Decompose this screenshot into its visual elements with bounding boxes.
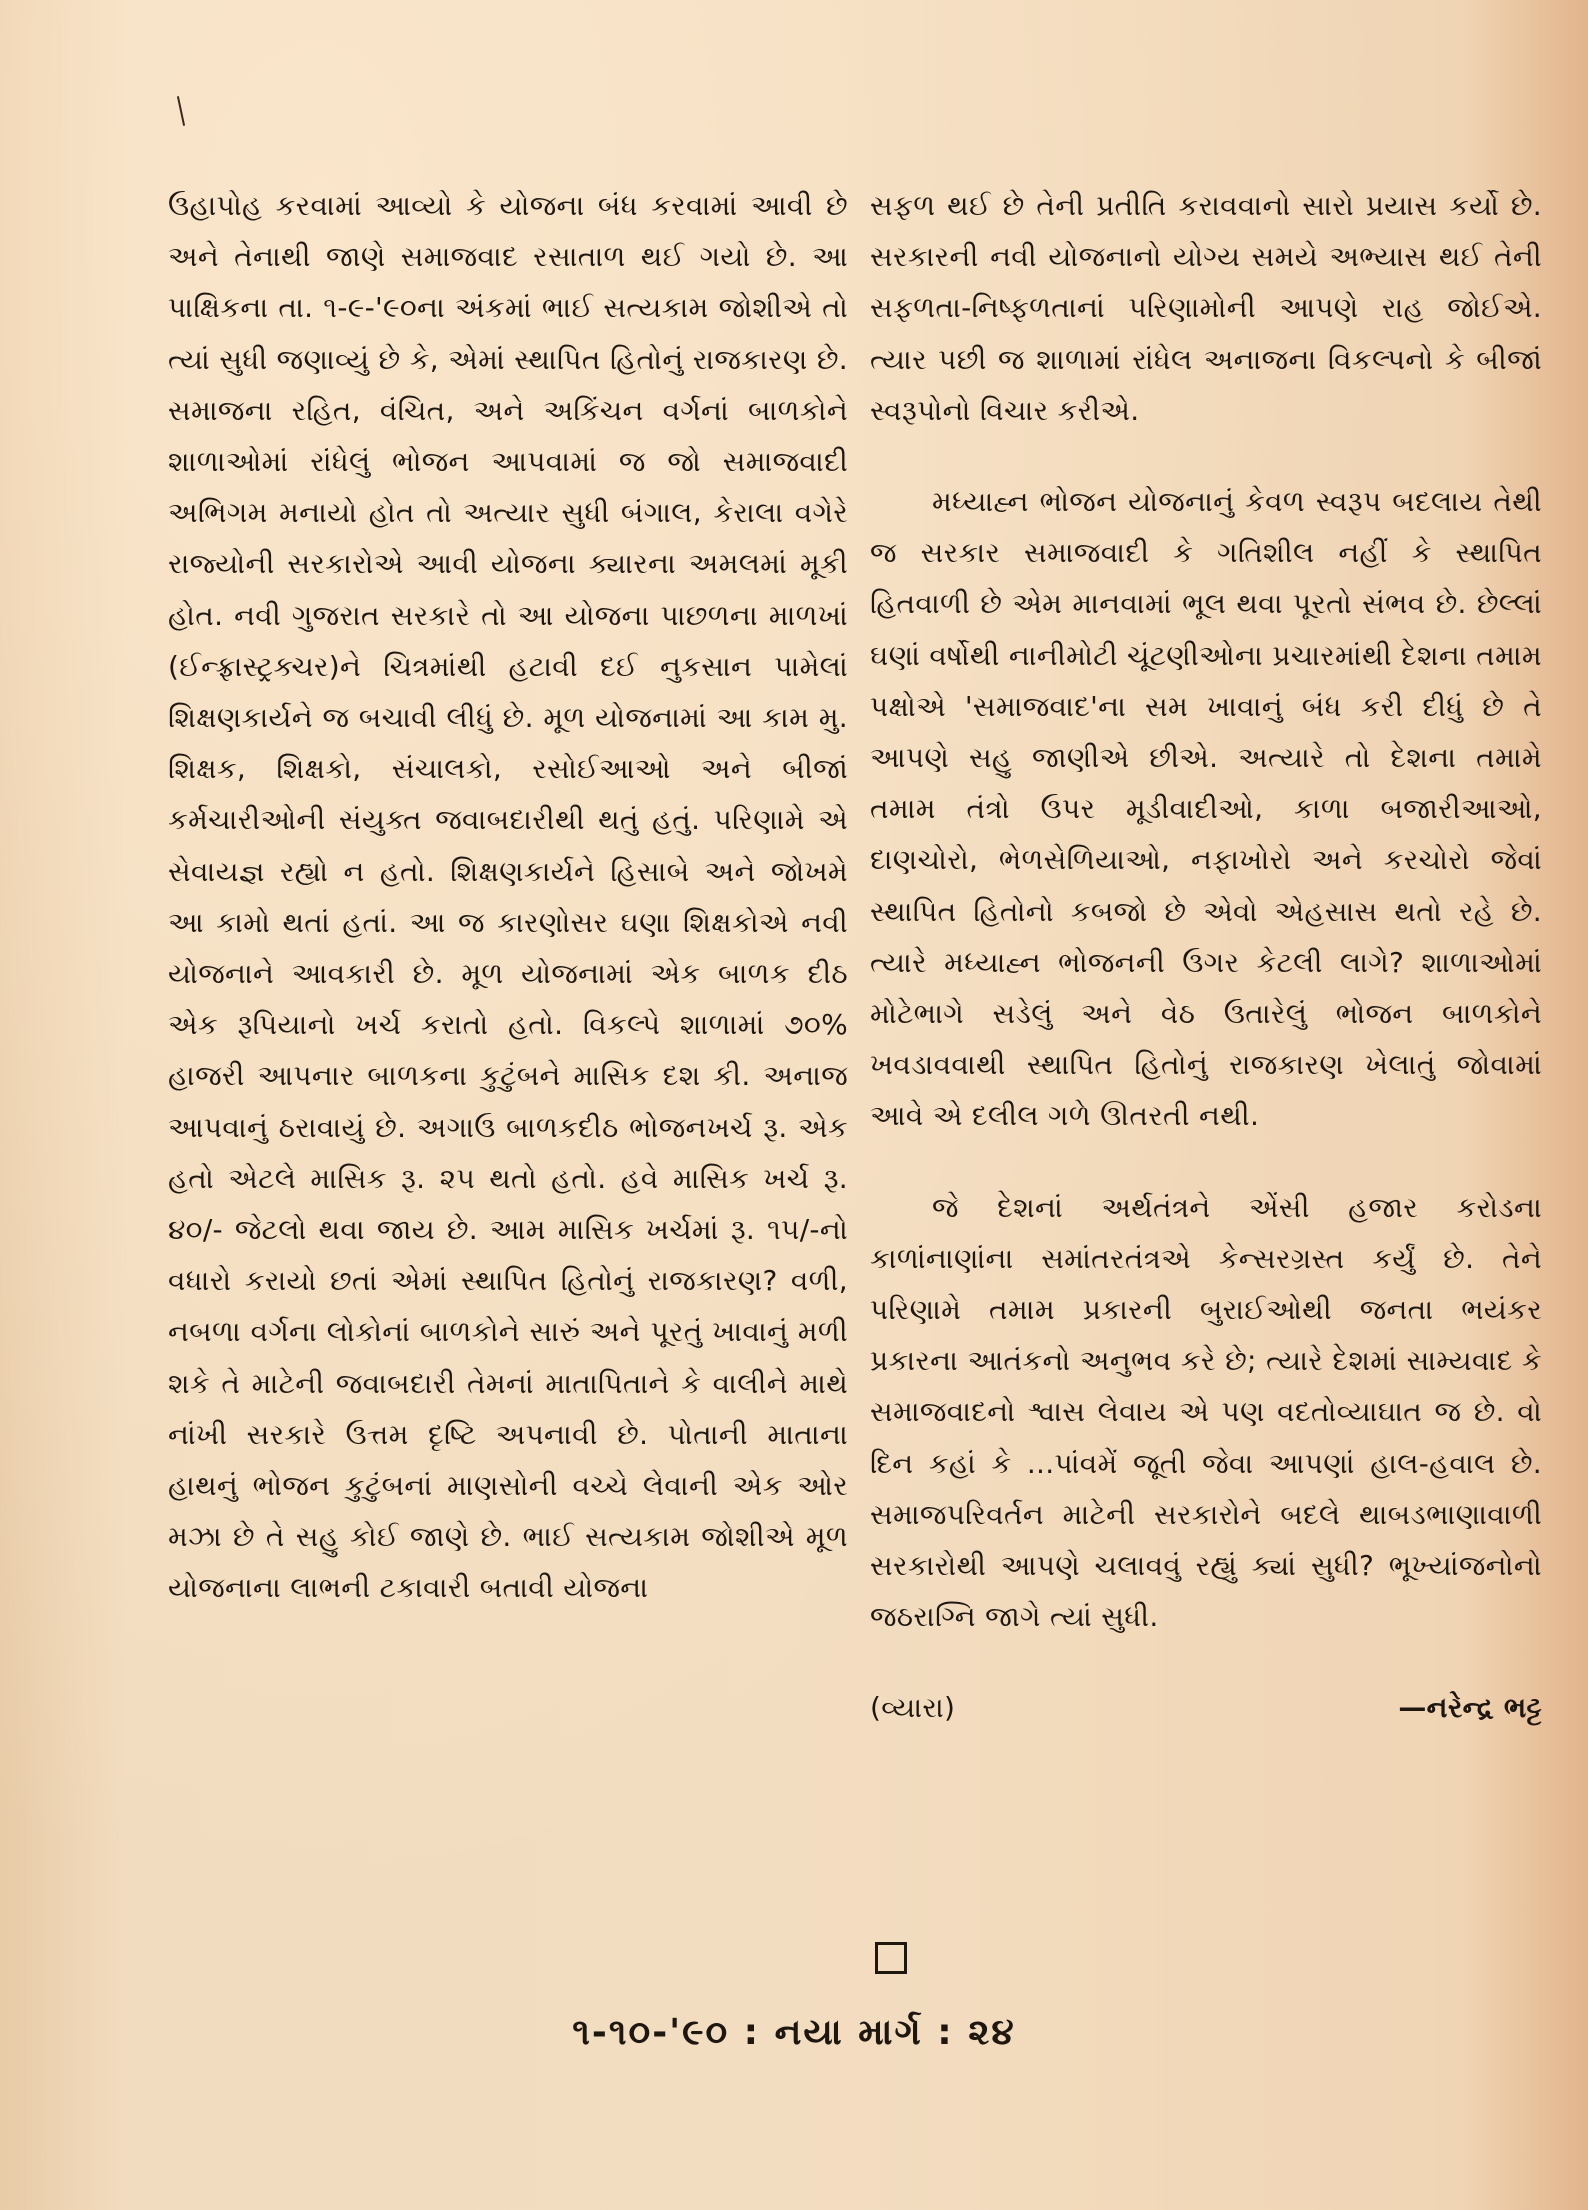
article-signoff: [870, 1682, 1542, 1733]
left-column-text: ઉહાપોહ કરવામાં આવ્યો કે યોજના બંધ કરવામાં આવી છે અને તેનાથી જાણે સમાજવાદ રસાતાળ થઈ ગયો છે. આ પાક્ષિકના તા. ૧-૯-'૯૦ના અંકમાં ભાઈ સત્યકામ જોશીએ તો ત્યાં સુધી જણાવ્યું છે કે, એમાં સ્થાપિત હિતોનું રાજકારણ છે. સમાજના રહિત, વંચિત, અને અકિંચન વર્ગનાં બાળકોને શાળાઓમાં રાંધેલું ભોજન આપવામાં જ જો સમાજવાદી અભિગમ મનાયો હોત તો અત્યાર સુધી બંગાલ, કેરાલા વગેરે રાજ્યોની સરકારોએ આવી યોજના ક્યારના અમલમાં મૂકી હોત. નવી ગુજરાત સરકારે તો આ યોજના પાછળના માળખાં (ઈન્ફ્રાસ્ટ્રક્ચર)ને ચિત્રમાંથી હટાવી દઈ નુકસાન પામેલાં શિક્ષણકાર્યને જ બચાવી લીધું છે. મૂળ યોજનામાં આ કામ મુ. શિક્ષક, શિક્ષકો, સંચાલકો, રસોઈઆઓ અને બીજાં કર્મચારીઓની સંયુક્ત જવાબદારીથી થતું હતું. પરિણામે એ સેવાયજ્ઞ રહ્યો ન હતો. શિક્ષણકાર્યને હિસાબે અને જોખમે આ કામો થતાં હતાં. આ જ કારણોસર ઘણા શિક્ષકોએ નવી યોજનાને આવકારી છે. મૂળ યોજનામાં એક બાળક દીઠ એક રૂપિયાનો ખર્ચ કરાતો હતો. વિકલ્પે શાળામાં ૭૦% હાજરી આપનાર બાળકના કુટુંબને માસિક દશ કી. અનાજ આપવાનું ઠરાવાયું છે. અગાઉ બાળકદીઠ ભોજનખર્ચ રૂ. એક હતો એટલે માસિક રૂ. ૨૫ થતો હતો. હવે માસિક ખર્ચ રૂ. ૪૦/- જેટલો થવા જાય છે. આમ માસિક ખર્ચમાં રૂ. ૧૫/-નો વધારો કરાયો છતાં એમાં સ્થાપિત હિતોનું રાજકારણ? વળી, નબળા વર્ગના લોકોનાં બાળકોને સારું અને પૂરતું ખાવાનું મળી શકે તે માટેની જવાબદારી તેમનાં માતાપિતાને કે વાલીને માથે નાંખી સરકારે ઉત્તમ દૃષ્ટિ અપનાવી છે. પોતાની માતાના હાથનું ભોજન કુટુંબનાં માણસોની વચ્ચે લેવાની એક ઓર મઝા છે તે સહુ કોઈ જાણે છે. ભાઈ સત્યકામ જોશીએ મૂળ યોજનાના લાભની ટકાવારી બતાવી યોજના: [168, 189, 848, 1605]
article-author: —નરેન્દ્ર ભટ્ટ: [1398, 1691, 1542, 1725]
right-paragraph-3: જે દેશનાં અર્થતંત્રને એંસી હજાર કરોડના કાળાંનાણાંના સમાંતરતંત્રએ કેન્સરગ્રસ્ત કર્યું છે. તેને પરિણામે તમામ પ્રકારની બુરાઈઓથી જનતા ભયંકર પ્રકારના આતંકનો અનુભવ કરે છે; ત્યારે દેશમાં સામ્યવાદ કે સમાજવાદનો શ્વાસ લેવાય એ પણ વદતોવ્યાઘાત જ છે. વો દિન કહાં કે ...પાંવમેં જૂતી જેવા આપણાં હાલ-હવાલ છે. સમાજપરિવર્તન માટેની સરકારોને બદલે થાબડભાણાવાળી સરકારોથી આપણે ચલાવવું રહ્યું ક્યાં સુધી? ભૂખ્યાંજનોનો જઠરાગ્નિ જાગે ત્યાં સુધી.: [870, 1190, 1542, 1634]
article-left-column: [168, 180, 848, 1614]
pen-scratch-mark: [177, 96, 185, 126]
right-paragraph-2: મધ્યાહ્ન ભોજન યોજનાનું કેવળ સ્વરૂપ બદલાય તેથી જ સરકાર સમાજવાદી કે ગતિશીલ નહીં કે સ્થાપિત હિતવાળી છે એમ માનવામાં ભૂલ થવા પૂરતો સંભવ છે. છેલ્લાં ઘણાં વર્ષોથી નાનીમોટી ચૂંટણીઓના પ્રચારમાંથી દેશના તમામ પક્ષોએ 'સમાજવાદ'ના સમ ખાવાનું બંધ કરી દીધું છે તે આપણે સહુ જાણીએ છીએ. અત્યારે તો દેશના તમામે તમામ તંત્રો ઉપર મૂડીવાદીઓ, કાળા બજારીઆઓ, દાણચોરો, ભેળસેળિયાઓ, નફાખોરો અને કરચોરો જેવાં સ્થાપિત હિતોનો કબજો છે એવો એહસાસ થતો રહે છે. ત્યારે મધ્યાહ્ન ભોજનની ઉગર કેટલી લાગે? શાળાઓમાં મોટેભાગે સડેલું અને વેઠ ઉતારેલું ભોજન બાળકોને ખવડાવવાથી સ્થાપિત હિતોનું રાજકારણ ખેલાતું જોવામાં આવે એ દલીલ ગળે ઊતરતી નથી.: [870, 485, 1542, 1133]
article-place: (વ્યારા): [870, 1691, 956, 1725]
right-paragraph-1: સફળ થઈ છે તેની પ્રતીતિ કરાવવાનો સારો પ્રયાસ કર્યો છે. સરકારની નવી યોજનાનો યોગ્ય સમયે અભ્યાસ થઈ તેની સફળતા-નિષ્ફળતાનાં પરિણામોની આપણે રાહ જોઈએ. ત્યાર પછી જ શાળામાં રાંધેલ અનાજના વિકલ્પનો કે બીજાં સ્વરૂપોનો વિચાર કરીએ.: [870, 189, 1542, 427]
end-of-article-box-icon: [875, 1942, 907, 1974]
page-footer: ૧-૧૦-'૯૦ : નયા માર્ગ : ૨૪: [572, 2012, 1016, 2053]
article-right-column: [870, 180, 1542, 1734]
